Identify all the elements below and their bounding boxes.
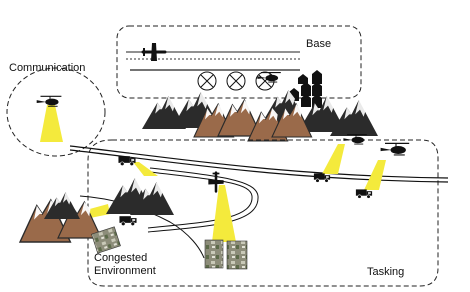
congested-environment-label: [94, 252, 156, 278]
ground-vehicle-icon: [314, 173, 330, 182]
airplane-icon: [143, 43, 165, 61]
helipad-icon: [227, 72, 245, 90]
communication-label: Communication: [9, 62, 86, 74]
ground-vehicle-icon: [119, 216, 136, 226]
helipad-icon: [198, 72, 216, 90]
satellite-image-icon: [205, 240, 223, 268]
sensor-beam: [133, 162, 158, 176]
congested-label-line2: Environment: [94, 265, 156, 277]
mountain-icon: [106, 178, 174, 215]
satellite-image-icon: [227, 241, 247, 269]
helicopter-icon: [37, 96, 62, 106]
sensor-beam: [40, 105, 63, 142]
ground-vehicle-icon: [356, 189, 372, 198]
helicopter-icon: [381, 143, 410, 155]
mountain-icon: [20, 192, 101, 242]
congested-label-line1: Congested: [94, 252, 148, 264]
sensor-beam: [322, 144, 345, 174]
sensor-beam: [212, 185, 236, 242]
tasking-label: Tasking: [367, 266, 405, 278]
base-label: Base: [306, 38, 332, 50]
helicopter-icon: [343, 135, 366, 144]
